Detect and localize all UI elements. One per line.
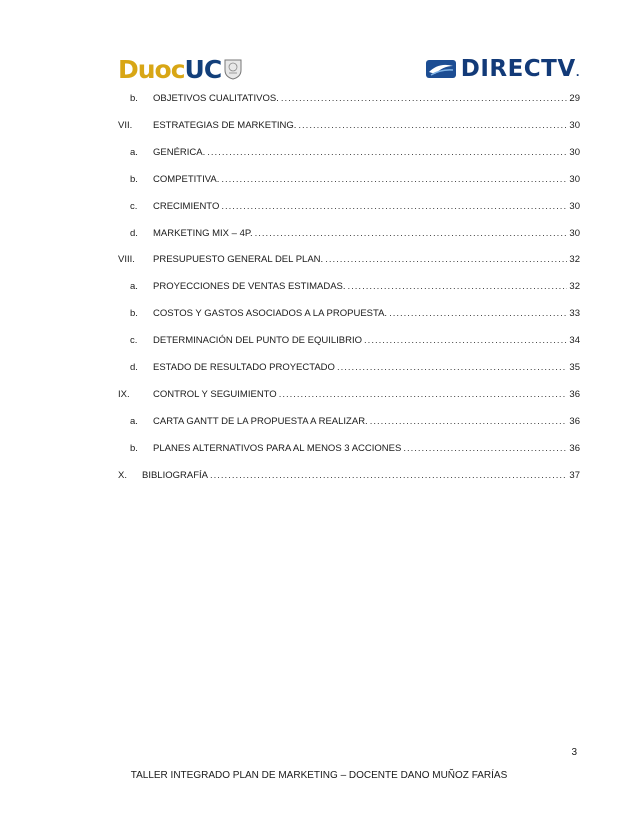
toc-entry-title: GENÉRICA. xyxy=(153,147,206,158)
toc-leader-dots xyxy=(255,227,568,241)
toc-entry-number: b. xyxy=(130,308,138,319)
toc-entry-title: CARTA GANTT DE LA PROPUESTA A REALIZAR. xyxy=(153,416,368,427)
toc-leader-dots xyxy=(221,173,567,187)
toc-leader-dots xyxy=(221,200,567,214)
toc-entry-title: MARKETING MIX – 4P. xyxy=(153,228,253,239)
toc-entry-page: 30 xyxy=(569,201,580,212)
toc-entry[interactable] xyxy=(118,92,580,106)
toc-entry-page: 32 xyxy=(569,281,580,292)
toc-entry-page: 30 xyxy=(569,120,580,131)
toc-entry-number: c. xyxy=(130,201,138,212)
toc-entry-number: d. xyxy=(130,228,138,239)
toc-entry[interactable] xyxy=(118,307,580,321)
toc-leader-dots xyxy=(364,334,567,348)
page-header xyxy=(118,52,580,86)
toc-leader-dots xyxy=(281,92,568,106)
toc-leader-dots xyxy=(325,253,567,267)
toc-entry-page: 30 xyxy=(569,147,580,158)
toc-entry-page: 29 xyxy=(569,93,580,104)
toc-entry[interactable] xyxy=(118,280,580,294)
toc-entry[interactable] xyxy=(118,200,580,214)
toc-leader-dots xyxy=(207,146,567,160)
toc-entry-page: 36 xyxy=(569,389,580,400)
toc-entry-number: X. xyxy=(118,470,127,481)
directv-swoosh-icon xyxy=(425,58,457,80)
toc-leader-dots xyxy=(403,442,567,456)
toc-entry-page: 37 xyxy=(569,470,580,481)
toc-entry[interactable] xyxy=(118,442,580,456)
page-footer: TALLER INTEGRADO PLAN DE MARKETING – DOCENTE DANO MUÑOZ FARÍAS xyxy=(130,770,508,781)
toc-entry-title: BIBLIOGRAFÍA xyxy=(142,470,208,481)
toc-entry[interactable] xyxy=(118,146,580,160)
toc-entry[interactable] xyxy=(118,334,580,348)
toc-entry-number: d. xyxy=(130,362,138,373)
duoc-logo-text: Duoc xyxy=(118,54,185,84)
toc-entry-number: a. xyxy=(130,281,138,292)
toc-entry-page: 30 xyxy=(569,174,580,185)
toc-entry[interactable] xyxy=(118,415,580,429)
directv-logo-text: DIRECTV. xyxy=(460,56,580,82)
toc-entry-number: a. xyxy=(130,147,138,158)
toc-entry-page: 32 xyxy=(569,254,580,265)
duoc-uc-logo xyxy=(118,52,243,86)
uc-logo-text: UC xyxy=(184,54,222,84)
toc-entry-title: ESTRATEGIAS DE MARKETING. xyxy=(153,120,297,131)
toc-entry-page: 36 xyxy=(569,443,580,454)
toc-entry[interactable] xyxy=(118,361,580,375)
toc-leader-dots xyxy=(348,280,568,294)
toc-entry-title: DETERMINACIÓN DEL PUNTO DE EQUILIBRIO xyxy=(153,335,363,346)
toc-entry-title: COSTOS Y GASTOS ASOCIADOS A LA PROPUESTA. xyxy=(153,308,388,319)
toc-entry[interactable] xyxy=(118,119,580,133)
toc-entry-number: IX. xyxy=(118,389,130,400)
toc-leader-dots xyxy=(279,388,568,402)
toc-entry-page: 34 xyxy=(569,335,580,346)
toc-entry-title: CRECIMIENTO xyxy=(153,201,220,212)
toc-leader-dots xyxy=(370,415,568,429)
toc-entry-number: VIII. xyxy=(118,254,135,265)
toc-entry-page: 33 xyxy=(569,308,580,319)
toc-entry-number: c. xyxy=(130,335,138,346)
toc-entry-title: PLANES ALTERNATIVOS PARA AL MENOS 3 ACCIONES xyxy=(153,443,402,454)
toc-entry-number: a. xyxy=(130,416,138,427)
toc-leader-dots xyxy=(389,307,567,321)
toc-leader-dots xyxy=(210,469,567,483)
toc-leader-dots xyxy=(298,119,567,133)
toc-leader-dots xyxy=(337,361,567,375)
toc-entry-number: b. xyxy=(130,443,138,454)
toc-entry-title: PROYECCIONES DE VENTAS ESTIMADAS. xyxy=(153,281,346,292)
toc-entry[interactable] xyxy=(118,227,580,241)
toc-entry-title: OBJETIVOS CUALITATIVOS. xyxy=(153,93,279,104)
university-seal-icon xyxy=(223,58,243,80)
toc-entry-number: VII. xyxy=(118,120,133,131)
directv-logo xyxy=(425,56,580,82)
toc-entry-number: b. xyxy=(130,93,138,104)
toc-entry[interactable] xyxy=(118,173,580,187)
toc-entry-title: ESTADO DE RESULTADO PROYECTADO xyxy=(153,362,335,373)
toc-entry[interactable] xyxy=(118,469,580,483)
page-number: 3 xyxy=(571,747,577,758)
toc-entry[interactable] xyxy=(118,253,580,267)
toc-entry[interactable] xyxy=(118,388,580,402)
toc-entry-title: COMPETITIVA. xyxy=(153,174,220,185)
toc-entry-page: 35 xyxy=(569,362,580,373)
toc-entry-page: 36 xyxy=(569,416,580,427)
toc-entry-title: PRESUPUESTO GENERAL DEL PLAN. xyxy=(153,254,324,265)
toc-entry-number: b. xyxy=(130,174,138,185)
toc-entry-title: CONTROL Y SEGUIMIENTO xyxy=(153,389,277,400)
toc-entry-page: 30 xyxy=(569,228,580,239)
